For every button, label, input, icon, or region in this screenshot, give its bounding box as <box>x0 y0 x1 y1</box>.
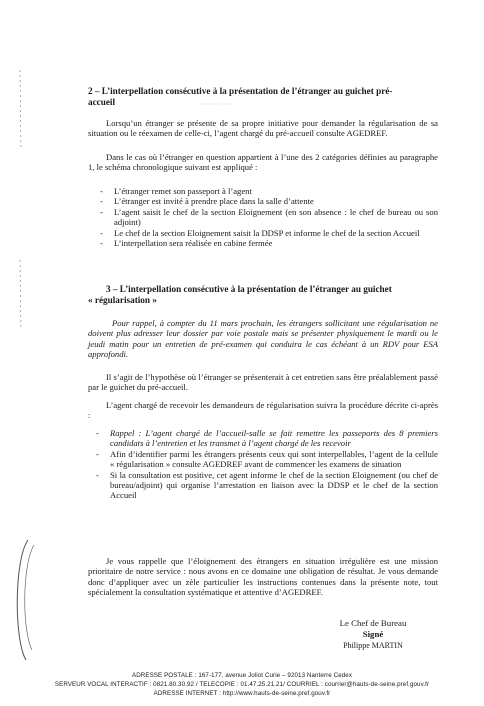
section2-para1 <box>88 118 438 139</box>
section2-heading-line1: 2 – L’interpellation consécutive à la présentation de l’étranger au guichet pré- <box>88 86 393 96</box>
section2-list <box>96 186 438 248</box>
pen-stroke-left-mid <box>20 260 21 330</box>
pen-stroke-left-bracket2 <box>25 545 34 650</box>
section3-reminder <box>88 318 438 360</box>
section2-heading <box>88 86 438 108</box>
list-item: - Afin d’identifier parmi les étrangers présents ceux qui sont interpellables, l’agent de la cellule « régularisation » consulte AGEDREF avant de commencer les examens de situation <box>92 449 438 470</box>
closing-paragraph <box>88 556 438 598</box>
section2-para2-text: Dans le cas où l’étranger en question appartient à l’une des 2 catégories définies au paragraphe 1, le schéma chronologique suivant est appliqué : <box>88 152 438 173</box>
list-item: - Si la consultation est positive, cet agent informe le chef de la section Eloignement (ou chef de bureau/adjoint) qui organise l’arrestation en liaison avec la DDSP et le chef de la section Accueil <box>92 470 438 501</box>
section3-para3-text: L’agent chargé de recevoir les demandeurs de régularisation suivra la procédure décrite ci-après : <box>88 400 438 421</box>
section3-heading <box>88 284 438 306</box>
section2-para2 <box>88 152 438 173</box>
section3-heading-line1: 3 – L’interpellation consécutive à la présentation de l’étranger au guichet <box>106 284 392 294</box>
section3-para2-text: Il s’agit de l’hypothèse où l’étranger se présenterait à cet entretien sans être préalablement passé par le guichet du pré-accueil. <box>88 372 438 393</box>
footer-postal: ADRESSE POSTALE : 167-177, avenue Joliot Curie – 92013 Nanterre Cedex <box>131 672 353 679</box>
pen-stroke-left-top <box>20 70 21 150</box>
list-item: - Rappel : L’agent chargé de l’accueil-salle se fait remettre les passeports des 8 premiers candidats à l’entretien et les transmet à l’agent chargé de les recevoir <box>92 428 438 449</box>
pen-stroke-left-bracket <box>17 540 28 660</box>
signature-name: Philippe MARTIN <box>343 641 403 650</box>
closing-paragraph-text: Je vous rappelle que l’éloignement des étrangers en situation irrégulière est une mission prioritaire de notre service : nous avons en ce domaine une obligation de résultat. Je vous demande donc d’appliquer avec un zèle particulier les instructions contenues dans la présente note, tout spécialement la consultation systématique et attentive d’AGEDREF. <box>88 556 438 598</box>
list-item: - L’étranger remet son passeport à l’agent <box>96 186 438 196</box>
section2-heading-line2: accueil <box>88 97 116 107</box>
list-item: - L’étranger est invité à prendre place dans la salle d’attente <box>96 196 438 206</box>
section3-reminder-text: Pour rappel, à compter du 11 mars prochain, les étrangers sollicitant une régularisation ne doivent plus adresser leur dossier par voie postale mais se présenter physiquement le mardi ou le jeudi matin pour un entretien de pré-examen qui conduira le cas échéant à un RDV pour ESA approfondi. <box>88 318 438 360</box>
section3-para3 <box>88 400 438 421</box>
list-item: - L’interpellation sera réalisée en cabine fermée <box>96 238 438 248</box>
signature-title: Le Chef de Bureau <box>339 618 407 628</box>
section3-list <box>92 428 438 501</box>
signature-block <box>318 618 428 651</box>
signature-signed: Signé <box>362 629 384 639</box>
list-item: - L’agent saisit le chef de la section Eloignement (en son absence : le chef de bureau ou son adjoint) <box>96 207 438 228</box>
section2-para1-text: Lorsqu’un étranger se présente de sa propre initiative pour demander la régularisation de sa situation ou le réexamen de celle-ci, l’agent chargé du pré-accueil consulte AGEDREF. <box>88 118 438 139</box>
footer-contact: SERVEUR VOCAL INTERACTIF : 0821.80.30.92 / TELECOPIE : 01.47.25.21.21/ COURRIEL : courrier@hauts-de-seine.pref.gouv.fr <box>54 681 430 688</box>
section3-para2 <box>88 372 438 393</box>
section3-heading-line2: « régularisation » <box>88 295 157 305</box>
list-item: - Le chef de la section Eloignement saisit la DDSP et informe le chef de la section Accueil <box>96 228 438 238</box>
footer-website: ADRESSE INTERNET : http://www.hauts-de-seine.pref.gouv.fr <box>153 690 331 697</box>
